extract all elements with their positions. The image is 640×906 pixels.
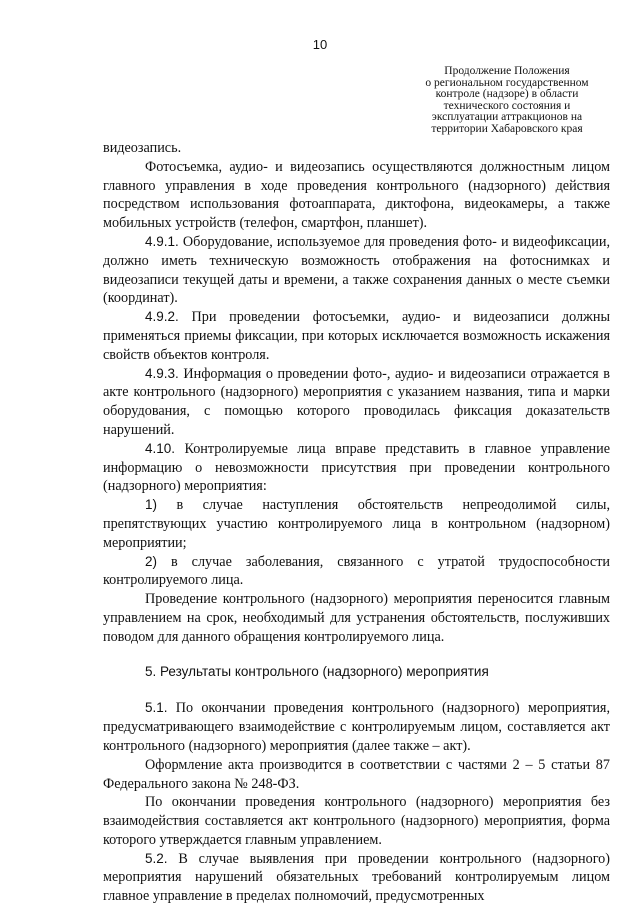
clause-number: 4.9.3. (145, 365, 179, 381)
header-line: о региональном государственном (425, 76, 589, 89)
clause-text: в случае наступления обстоятельств непреодолимой силы, препятствующих участию контролируемого лица в контрольном (надзорном) мероприятии; (103, 497, 610, 551)
clause-text: Информация о проведении фото-, аудио- и видеозаписи отражается в акте контрольного (надзорного) мероприятия с указанием названия, типа и марки оборудования, с помощью которого проводилась фиксация доказательств нарушений. (103, 365, 610, 438)
paragraph (103, 233, 610, 308)
clause-number: 2) (145, 553, 158, 569)
header-line: технического состояния и (443, 99, 571, 112)
clause-text: в случае заболевания, связанного с утратой трудоспособности контролируемого лица. (103, 553, 610, 589)
page-number: 10 (312, 37, 328, 52)
clause-text: В случае выявления при проведении контрольного (надзорного) мероприятия нарушений обязательных требований контролируемым лицом главное управление в пределах полномочий, предусмотренных (103, 850, 610, 905)
paragraph (103, 496, 610, 552)
paragraph (103, 365, 610, 440)
header-line: эксплуатации аттракционов на (431, 111, 583, 123)
paragraph (103, 308, 610, 364)
paragraph: Проведение контрольного (надзорного) мероприятия переносится главным управлением на срок, необходимый для устранения обстоятельств, послуживших поводом для данного обращения контролируемого лица. (103, 591, 610, 645)
clause-text: При проведении фотосъемки, аудио- и видеозаписи должны применяться приемы фиксации, при которых исключается возможность искажения свойств объектов контроля. (103, 309, 610, 363)
paragraph: видеозапись. (103, 140, 182, 156)
clause-number: 5.1. (145, 700, 168, 716)
clause-number: 4.9.1. (145, 233, 179, 249)
section-heading: 5. Результаты контрольного (надзорного) мероприятия (145, 663, 489, 679)
clause-number: 1) (145, 497, 158, 513)
paragraph (103, 850, 610, 906)
paragraph (103, 553, 610, 591)
document-header (402, 66, 612, 135)
header-line: территории Хабаровского края (431, 122, 583, 135)
clause-text: Контролируемые лица вправе представить в главное управление информацию о невозможности присутствия при проведении контрольного (надзорного) мероприятия: (103, 440, 610, 495)
clause-number: 5.2. (145, 850, 168, 866)
paragraph: Оформление акта производится в соответствии с частями 2 – 5 статьи 87 Федерального закона № 248-ФЗ. (103, 756, 610, 792)
header-line: контроле (надзоре) в области (435, 88, 579, 100)
paragraph: Фотосъемка, аудио- и видеозапись осуществляются должностным лицом главного управления в ходе проведения контрольного (надзорного) действия посредством использования фотоаппарата, диктофона, видеокамеры, а также мобильных устройств (телефон, смартфон, планшет). (103, 158, 610, 232)
paragraph: По окончании проведения контрольного (надзорного) мероприятия без взаимодействия составляется акт контрольного (надзорного) мероприятия, форма которого утверждается главным управлением. (103, 794, 610, 848)
clause-number: 4.10. (145, 440, 176, 456)
clause-text: По окончании проведения контрольного (надзорного) мероприятия, предусматривающего взаимодействие с контролируемым лицом, составляется акт контрольного (надзорного) мероприятия (далее также – акт). (103, 700, 610, 754)
header-line: Продолжение Положения (444, 65, 570, 77)
document-body (103, 139, 610, 906)
paragraph (103, 699, 610, 755)
clause-text: Оборудование, используемое для проведения фото- и видеофиксации, должно иметь техническую возможность отображения на фотоснимках и видеозаписи текущей даты и времени, а также сохранения данных о месте съемки (координат). (103, 233, 610, 307)
paragraph (103, 440, 610, 496)
clause-number: 4.9.2. (145, 309, 179, 325)
